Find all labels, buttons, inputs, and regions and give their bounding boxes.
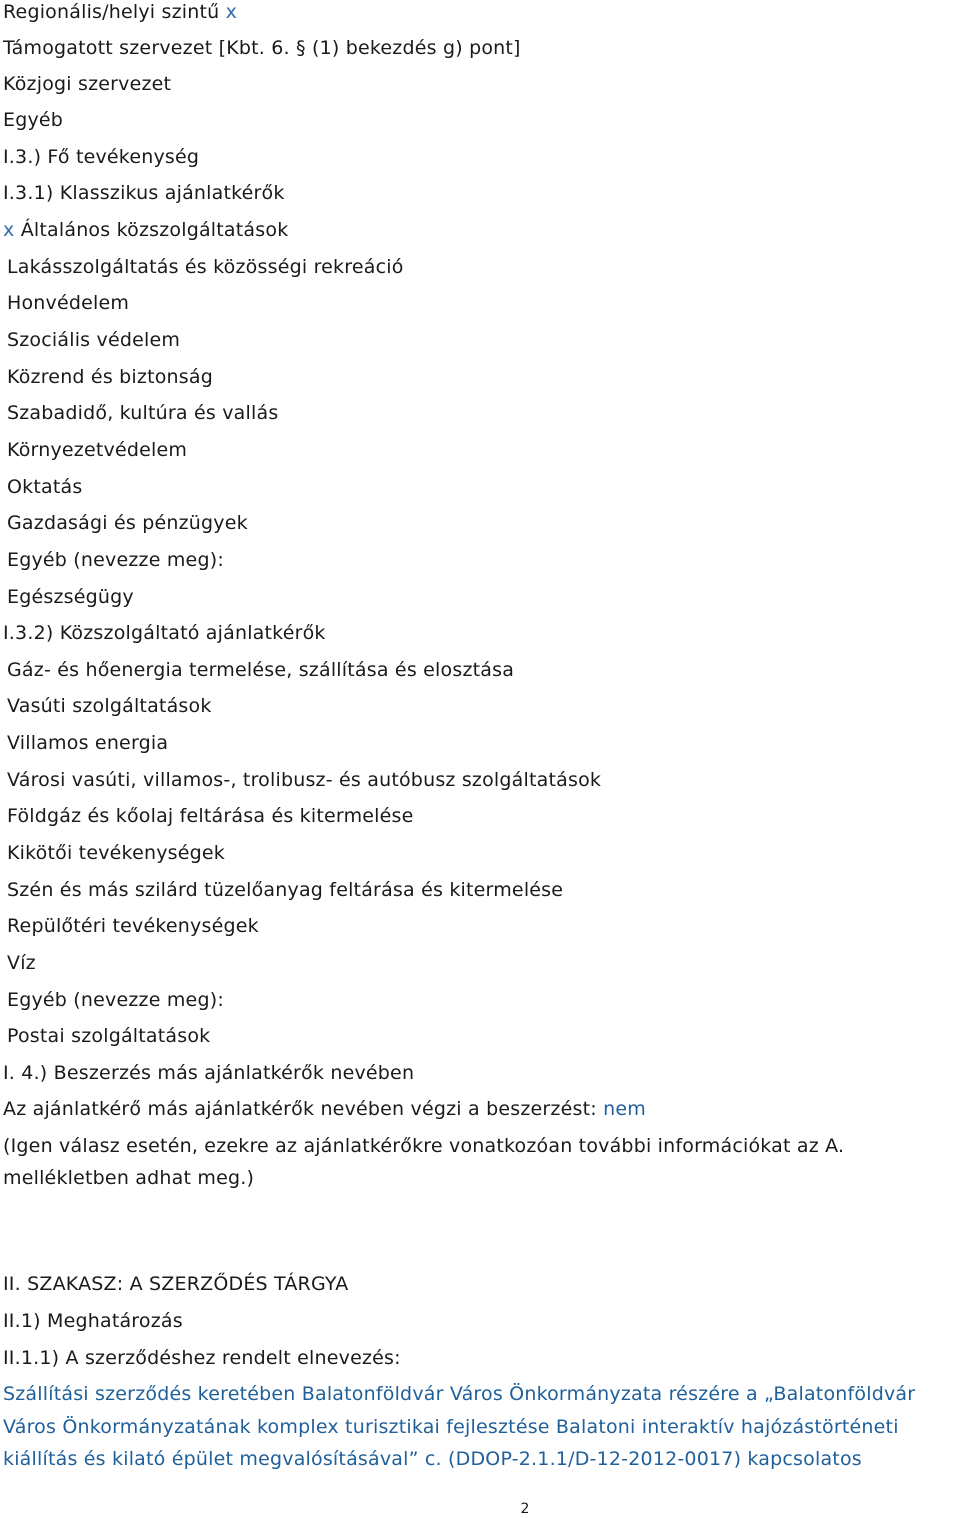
utility-item: Kikötői tevékenységek	[7, 842, 225, 864]
classic-item: Egészségügy	[7, 586, 134, 608]
classic-item: Szabadidő, kultúra és vallás	[7, 402, 279, 424]
utility-item: Egyéb (nevezze meg):	[7, 989, 224, 1011]
utility-item: Víz	[7, 952, 36, 974]
classic-heading: I.3.1) Klasszikus ajánlatkérők	[3, 182, 285, 204]
behalf-question-row	[3, 1097, 646, 1121]
definition-heading: II.1) Meghatározás	[3, 1310, 183, 1332]
utility-item: Villamos energia	[7, 732, 169, 754]
utility-item: Városi vasúti, villamos-, trolibusz- és autóbusz szolgáltatások	[7, 769, 602, 791]
regional-level-label: Regionális/helyi szintű	[3, 1, 220, 23]
utility-item: Gáz- és hőenergia termelése, szállítása és elosztása	[7, 659, 515, 681]
classic-item: Lakásszolgáltatás és közösségi rekreáció	[7, 256, 404, 278]
other-org: Egyéb	[3, 109, 64, 131]
classic-item-mark: x	[3, 219, 15, 241]
behalf-note: (Igen válasz esetén, ezekre az ajánlatkérőkre vonatkozóan további információkat az A. mellékletben adhat meg.)	[3, 1135, 845, 1189]
utility-item: Repülőtéri tevékenységek	[7, 915, 259, 937]
main-activity-heading: I.3.) Fő tevékenység	[3, 146, 200, 168]
utility-item: Vasúti szolgáltatások	[7, 695, 212, 717]
classic-item: Egyéb (nevezze meg):	[7, 549, 224, 571]
utility-item: Postai szolgáltatások	[7, 1025, 211, 1047]
classic-item: Oktatás	[7, 476, 83, 498]
classic-item: Közrend és biztonság	[7, 366, 213, 388]
behalf-heading: I. 4.) Beszerzés más ajánlatkérők nevében	[3, 1062, 415, 1084]
public-law-org: Közjogi szervezet	[3, 73, 172, 95]
utility-item: Földgáz és kőolaj feltárása és kitermelése	[7, 805, 414, 827]
classic-item: Gazdasági és pénzügyek	[7, 512, 248, 534]
classic-item-general-public-services	[3, 218, 288, 242]
contract-name-value: Szállítási szerződés keretében Balatonföldvár Város Önkormányzata részére a „Balatonföldvár Város Önkormányzatának komplex turisztikai fejlesztése Balatoni interaktív hajózástörténeti kiállítás és kilató épület megvalósításával” c. (DDOP-2.1.1/D-12-2012-0017) kapcsolatos	[3, 1383, 916, 1470]
regional-level-row	[3, 0, 237, 24]
regional-level-mark: x	[225, 1, 238, 23]
behalf-question: Az ajánlatkérő más ajánlatkérők nevében végzi a beszerzést:	[3, 1098, 597, 1120]
behalf-answer: nem	[603, 1098, 646, 1120]
section2-heading: II. SZAKASZ: A SZERZŐDÉS TÁRGYA	[3, 1273, 349, 1295]
supported-org: Támogatott szervezet [Kbt. 6. § (1) bekezdés g) pont]	[3, 37, 521, 59]
utility-heading: I.3.2) Közszolgáltató ajánlatkérők	[3, 622, 326, 644]
classic-item: Környezetvédelem	[7, 439, 188, 461]
classic-item-label: Általános közszolgáltatások	[20, 219, 289, 241]
contract-name-label: II.1.1) A szerződéshez rendelt elnevezés:	[3, 1347, 401, 1369]
classic-item: Szociális védelem	[7, 329, 181, 351]
classic-item: Honvédelem	[7, 292, 130, 314]
utility-item: Szén és más szilárd tüzelőanyag feltárása és kitermelése	[7, 879, 564, 901]
page-number: 2	[520, 1501, 530, 1517]
